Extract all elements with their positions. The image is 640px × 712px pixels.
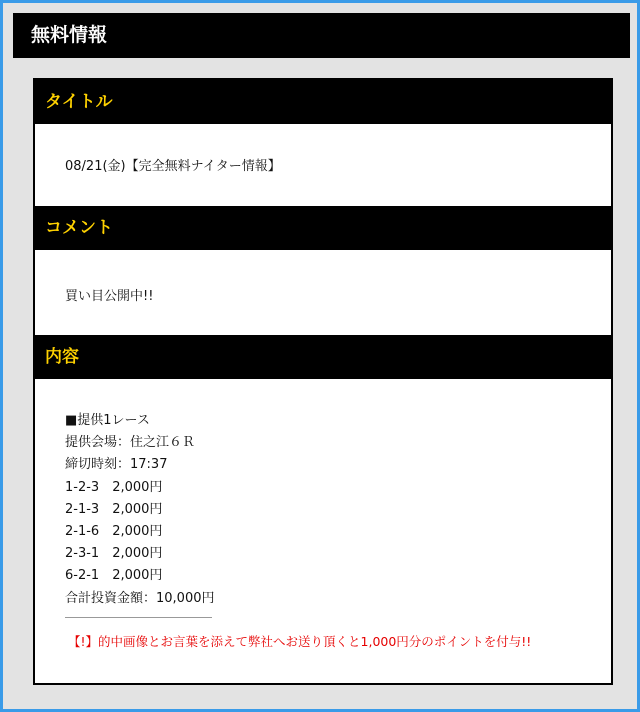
content-line: 2-1-6 2,000円 xyxy=(65,524,163,540)
content-line: 2-1-3 2,000円 xyxy=(65,501,163,517)
content-line: 6-2-1 2,000円 xyxy=(65,568,163,584)
notice-text: 【!】的中画像とお言葉を添えて弊社へお送り頂くと1,000円分のポイントを付与!! xyxy=(68,634,532,649)
page-title: 無料情報 xyxy=(13,13,630,58)
comment-text: 買い目公開中!! xyxy=(65,289,154,304)
content-line: 2-3-1 2,000円 xyxy=(65,546,163,562)
content-line: 合計投資金額：10,000円 xyxy=(65,590,215,606)
content-line: 1-2-3 2,000円 xyxy=(65,479,163,495)
section-comment-heading: コメント xyxy=(35,206,611,250)
title-text: 08/21(金)【完全無料ナイター情報】 xyxy=(65,159,281,174)
content-line: 締切時刻：17:37 xyxy=(65,457,168,473)
info-card xyxy=(33,78,613,685)
section-title-heading: タイトル xyxy=(35,80,611,124)
content-line: 提供会場：住之江６Ｒ xyxy=(65,435,196,451)
divider xyxy=(65,617,212,618)
section-content-heading: 内容 xyxy=(35,335,611,379)
content-line: ■提供1レース xyxy=(65,413,150,428)
content-lines xyxy=(65,410,215,610)
